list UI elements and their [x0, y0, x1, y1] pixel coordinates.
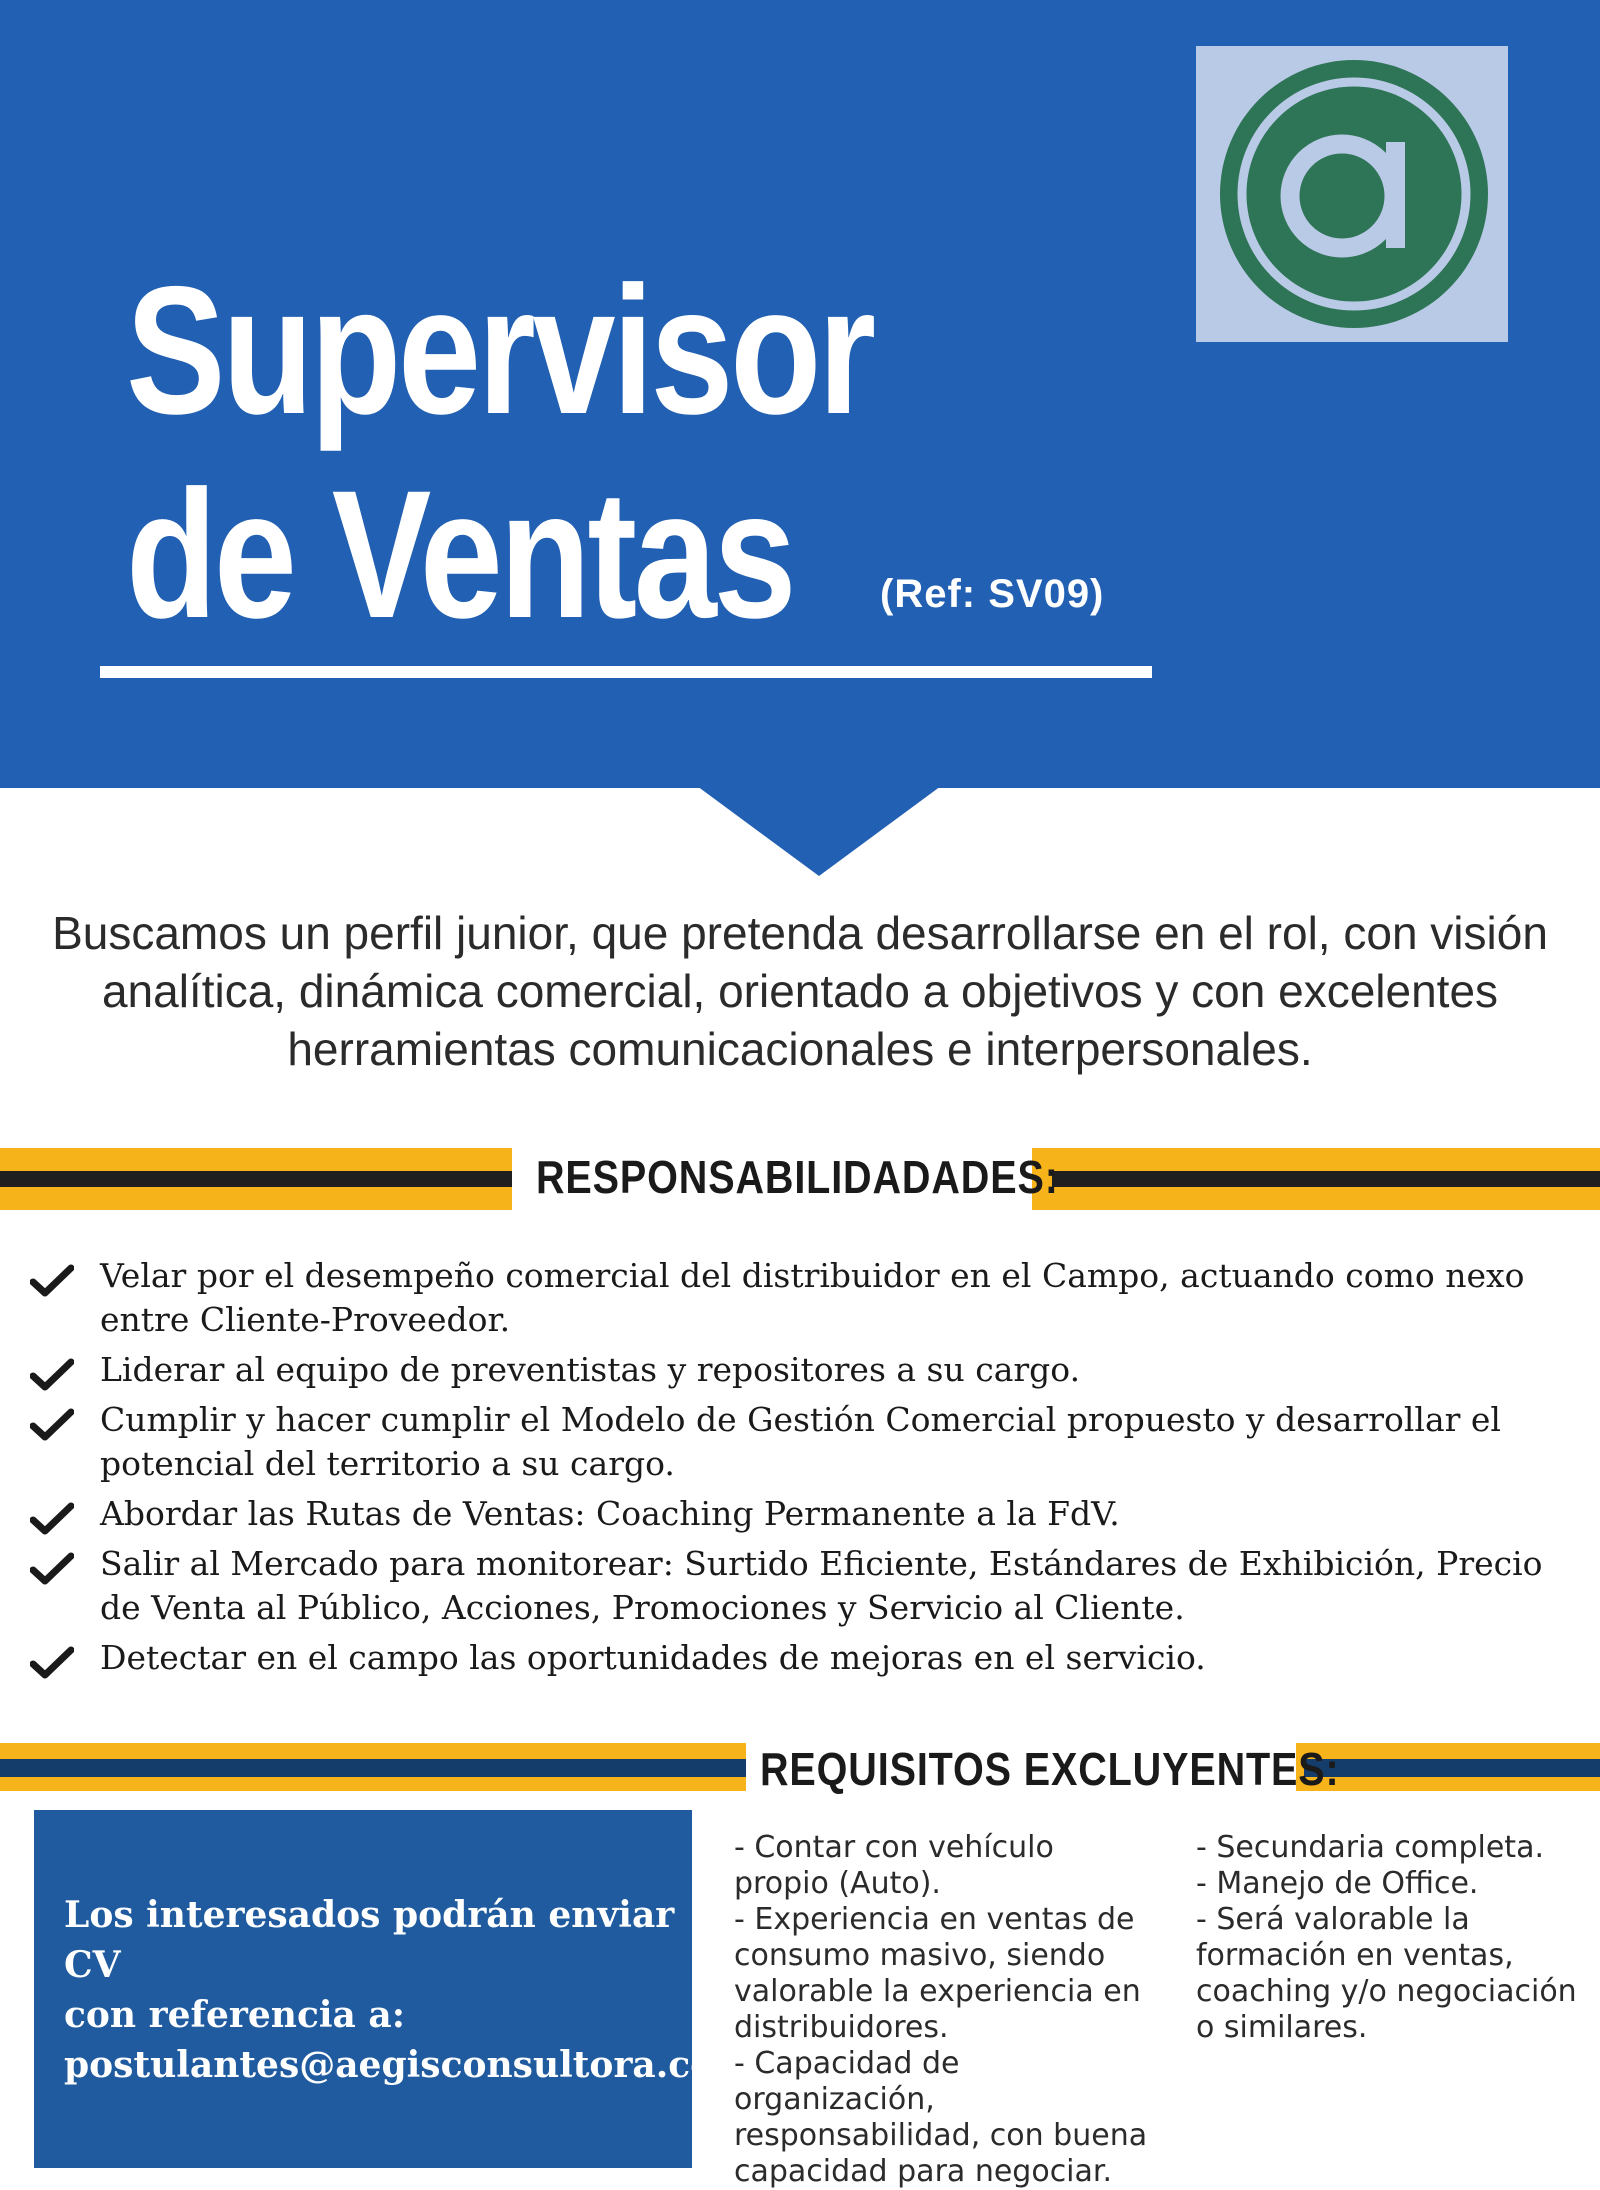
checkmark-icon: [30, 1502, 74, 1536]
job-title: [126, 248, 873, 656]
list-item: [30, 1636, 1570, 1680]
list-item: [30, 1492, 1570, 1536]
requirement-item: - Secundaria completa.: [1196, 1830, 1544, 1865]
contact-line2: con referencia a:: [64, 1994, 406, 2036]
checkmark-icon: [30, 1264, 74, 1298]
company-logo: [1196, 46, 1508, 342]
requirement-item: - Capacidad de organización, responsabilidad, con buena capacidad para negociar.: [734, 2046, 1148, 2189]
requirement-item: - Manejo de Office.: [1196, 1866, 1479, 1901]
contact-line1: Los interesados podrán enviar CV: [64, 1894, 675, 1986]
checkmark-icon: [30, 1552, 74, 1586]
list-item: [30, 1542, 1570, 1630]
responsibility-text: Liderar al equipo de preventistas y repositores a su cargo.: [100, 1350, 1081, 1389]
job-reference: (Ref: SV09): [880, 572, 1105, 616]
list-item: [30, 1254, 1570, 1342]
contact-email-link[interactable]: postulantes@aegisconsultora.com: [64, 2044, 753, 2086]
responsibility-text: Detectar en el campo las oportunidades de mejoras en el servicio.: [100, 1638, 1206, 1677]
contact-text: [64, 1890, 753, 2090]
requirements-title: REQUISITOS EXCLUYENTES:: [760, 1743, 1340, 1795]
checkmark-icon: [30, 1358, 74, 1392]
requirements-column-2: [1196, 1830, 1586, 2046]
aegis-a-logo-icon: [1196, 46, 1508, 342]
responsibility-text: Salir al Mercado para monitorear: Surtido Eficiente, Estándares de Exhibición, Precio de Venta al Público, Acciones, Promociones y Servicio al Cliente.: [100, 1544, 1543, 1627]
requirement-item: - Experiencia en ventas de consumo masivo, siendo valorable la experiencia en distribuidores.: [734, 1902, 1141, 2045]
title-underline: [100, 666, 1152, 678]
responsibilities-list: [30, 1254, 1570, 1686]
job-title-line1: Supervisor: [126, 248, 873, 452]
checkmark-icon: [30, 1408, 74, 1442]
requirements-column-1: [734, 1830, 1154, 2190]
hero-pointer: [697, 786, 941, 876]
requirement-item: - Será valorable la formación en ventas, coaching y/o negociación o similares.: [1196, 1902, 1577, 2045]
responsibilities-title: RESPONSABILIDADADES:: [536, 1151, 1059, 1203]
job-title-line2: de Ventas: [126, 452, 794, 656]
responsibility-text: Abordar las Rutas de Ventas: Coaching Permanente a la FdV.: [100, 1494, 1120, 1533]
list-item: [30, 1348, 1570, 1392]
responsibility-text: Velar por el desempeño comercial del distribuidor en el Campo, actuando como nexo entre Cliente-Proveedor.: [100, 1256, 1525, 1339]
list-item: [30, 1398, 1570, 1486]
intro-paragraph: Buscamos un perfil junior, que pretenda desarrollarse en el rol, con visión analítica, dinámica comercial, orientado a objetivos y con excelentes herramientas comunicacionales e interpersonales.: [52, 907, 1548, 1075]
responsibility-text: Cumplir y hacer cumplir el Modelo de Gestión Comercial propuesto y desarrollar el potencial del territorio a su cargo.: [100, 1400, 1501, 1483]
checkmark-icon: [30, 1646, 74, 1680]
requirement-item: - Contar con vehículo propio (Auto).: [734, 1830, 1054, 1901]
contact-box: [34, 1810, 753, 2168]
